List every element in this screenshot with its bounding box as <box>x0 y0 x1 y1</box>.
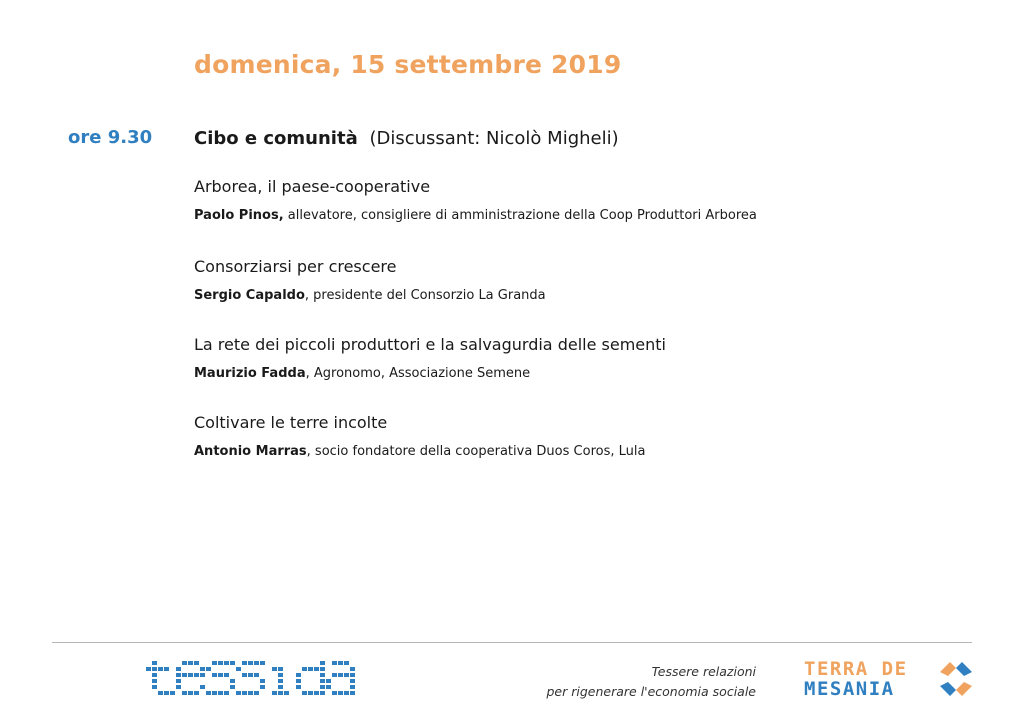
tessida-dot <box>182 661 187 665</box>
talk-speaker <box>194 366 666 381</box>
tessida-dot <box>254 673 259 677</box>
tessida-dot <box>176 673 181 677</box>
tessida-dot <box>224 673 229 677</box>
tessida-dot <box>242 661 247 665</box>
tessida-dot <box>200 685 205 689</box>
session-time: ore 9.30 <box>68 127 153 148</box>
tessida-dot <box>278 673 283 677</box>
tessida-dot <box>218 691 223 695</box>
tessida-dot <box>284 691 289 695</box>
logo-line-1: TERRA DE <box>804 658 908 680</box>
tessida-dot <box>260 685 265 689</box>
tessida-dot <box>182 673 187 677</box>
talk-item <box>194 177 757 223</box>
tessida-dot <box>272 667 277 671</box>
speaker-role: , socio fondatore della cooperativa Duos Coros, Lula <box>306 444 646 459</box>
tessida-dot <box>338 691 343 695</box>
speaker-role: , presidente del Consorzio La Granda <box>304 288 546 303</box>
tessida-dot <box>260 679 265 683</box>
tessida-dot <box>332 673 337 677</box>
tessida-dot <box>350 679 355 683</box>
tessida-dot <box>188 673 193 677</box>
session-title: Cibo e comunità <box>194 128 358 149</box>
tessida-dot <box>194 661 199 665</box>
tessida-dot <box>296 679 301 683</box>
tessida-dot <box>224 661 229 665</box>
tessida-dot <box>350 673 355 677</box>
tessida-dot <box>188 661 193 665</box>
footer-divider <box>52 642 972 643</box>
tessida-dot <box>332 691 337 695</box>
tessida-dot <box>296 685 301 689</box>
tessida-dot <box>254 661 259 665</box>
tessida-dot <box>320 691 325 695</box>
tessida-dot <box>350 691 355 695</box>
tessida-dot <box>206 691 211 695</box>
tessida-dot <box>338 673 343 677</box>
footer-tagline <box>547 662 757 702</box>
talk-title: Arborea, il paese-cooperative <box>194 177 431 196</box>
tessida-dot <box>278 685 283 689</box>
tessida-dot <box>320 673 325 677</box>
tessida-dot <box>332 661 337 665</box>
tagline-line-2: per rigenerare l'economia sociale <box>546 684 756 699</box>
tessida-dot <box>326 679 331 683</box>
tessida-dot <box>152 667 157 671</box>
tessida-dot <box>320 667 325 671</box>
tessida-dot <box>188 691 193 695</box>
talk-item <box>194 257 546 303</box>
talk-speaker <box>194 288 546 303</box>
tessida-dot <box>302 691 307 695</box>
tessida-dot <box>344 691 349 695</box>
speaker-role: , Agronomo, Associazione Semene <box>305 366 531 381</box>
tessida-dot <box>230 685 235 689</box>
tessida-dot <box>218 673 223 677</box>
tessida-dot <box>152 673 157 677</box>
tessida-dot <box>350 667 355 671</box>
talk-title: Consorziarsi per crescere <box>194 257 397 276</box>
tessida-dot <box>200 673 205 677</box>
tessida-dot <box>236 667 241 671</box>
tessida-dot <box>152 679 157 683</box>
tessida-dot <box>302 667 307 671</box>
speaker-name: Antonio Marras <box>194 444 307 459</box>
logo-line-2: MESANIA <box>804 678 895 700</box>
tessida-dot <box>212 661 217 665</box>
tessida-dot <box>200 667 205 671</box>
tessida-dot <box>308 691 313 695</box>
tessida-dot <box>158 667 163 671</box>
talk-item <box>194 413 645 459</box>
speaker-name: Paolo Pinos, <box>194 208 284 223</box>
tessida-dot <box>344 673 349 677</box>
session-heading <box>194 128 619 149</box>
diamond-mark-icon <box>936 660 976 698</box>
tessida-dot <box>242 691 247 695</box>
tessida-dot <box>344 661 349 665</box>
tessida-dot <box>236 691 241 695</box>
tessida-dot <box>224 691 229 695</box>
tessida-dot <box>320 661 325 665</box>
tessida-dot <box>176 667 181 671</box>
tessida-dot <box>212 691 217 695</box>
tessida-logo <box>146 661 362 701</box>
tessida-dot <box>164 691 169 695</box>
tessida-dot <box>152 685 157 689</box>
tessida-dot <box>164 667 169 671</box>
tessida-dot <box>326 685 331 689</box>
tessida-dot <box>182 691 187 695</box>
tessida-dot <box>146 667 151 671</box>
speaker-name: Sergio Capaldo <box>194 288 305 303</box>
tessida-dot <box>194 691 199 695</box>
page-title: domenica, 15 settembre 2019 <box>194 50 622 79</box>
tessida-dot <box>176 679 181 683</box>
tessida-dot <box>170 691 175 695</box>
tessida-dot <box>320 685 325 689</box>
tessida-dot <box>242 673 247 677</box>
tagline-line-1: Tessere relazioni <box>651 664 756 679</box>
tessida-dot <box>218 661 223 665</box>
tessida-dot <box>248 673 253 677</box>
tessida-dot <box>278 691 283 695</box>
tessida-dot <box>260 661 265 665</box>
talk-item <box>194 335 666 381</box>
tessida-dot <box>212 673 217 677</box>
tessida-logo-text: tessida <box>146 661 150 662</box>
terra-de-mesania-logo <box>804 658 984 702</box>
tessida-dot <box>254 691 259 695</box>
tessida-dot <box>194 673 199 677</box>
tessida-dot <box>176 685 181 689</box>
talk-title: Coltivare le terre incolte <box>194 413 388 432</box>
tessida-dot <box>158 691 163 695</box>
tessida-dot <box>296 673 301 677</box>
tessida-dot <box>230 661 235 665</box>
tessida-dot <box>314 691 319 695</box>
tessida-dot <box>314 667 319 671</box>
speaker-role: allevatore, consigliere di amministrazione della Coop Produttori Arborea <box>283 208 757 223</box>
tessida-dot <box>350 685 355 689</box>
tessida-dot <box>248 691 253 695</box>
tessida-dot <box>206 667 211 671</box>
tessida-dot <box>278 667 283 671</box>
talk-speaker <box>194 208 757 223</box>
tessida-dot <box>152 661 157 665</box>
tessida-dot <box>338 661 343 665</box>
talk-title: La rete dei piccoli produttori e la salvagurdia delle sementi <box>194 335 666 354</box>
speaker-name: Maurizio Fadda <box>194 366 306 381</box>
session-discussant: (Discussant: Nicolò Migheli) <box>369 128 619 149</box>
tessida-dot <box>278 679 283 683</box>
talk-speaker <box>194 444 645 459</box>
tessida-dot <box>248 661 253 665</box>
tessida-dot <box>320 679 325 683</box>
tessida-dot <box>308 667 313 671</box>
tessida-dot <box>230 679 235 683</box>
tessida-dot <box>272 691 277 695</box>
